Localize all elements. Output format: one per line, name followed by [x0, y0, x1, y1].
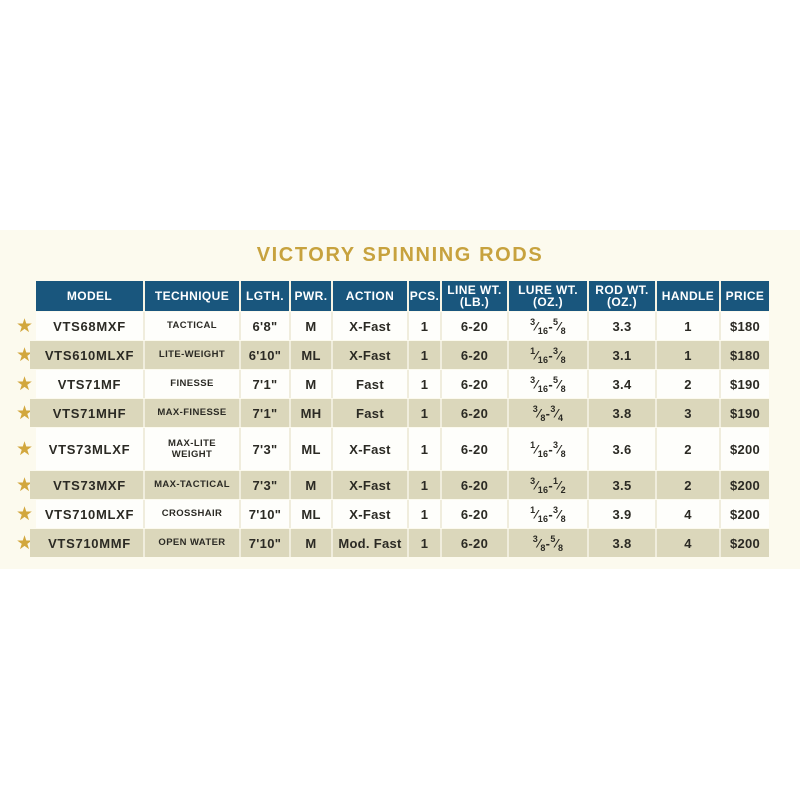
cell-lure_wt: $^3⁄_8$ - $^3⁄_4$	[509, 399, 589, 427]
cell-handle: 1	[657, 341, 721, 369]
cell-lgth: 6'10"	[241, 341, 291, 369]
table-row-line	[15, 500, 769, 528]
cell-action: Fast	[333, 399, 409, 427]
cell-model: VTS710MMF	[36, 529, 145, 557]
table-row-line	[15, 341, 769, 369]
header-label: PWR.	[294, 288, 328, 303]
star-cell	[15, 399, 36, 427]
cell-pcs: 1	[409, 529, 442, 557]
fraction: $^3⁄_8$	[552, 440, 566, 460]
cell-rod_wt: 3.3	[589, 312, 657, 340]
star-column-spacer	[15, 281, 36, 311]
star-icon: ★	[16, 438, 34, 460]
header-label: MODEL	[66, 288, 113, 303]
table-row-line	[15, 370, 769, 398]
cell-pcs: 1	[409, 370, 442, 398]
cell-technique: FINESSE	[145, 370, 241, 398]
cell-price: $200	[729, 535, 761, 551]
header-cell-lure_wt	[509, 281, 589, 311]
table-row-line	[15, 428, 769, 470]
table-row	[36, 312, 769, 340]
star-cell	[15, 312, 36, 340]
star-icon: ★	[16, 532, 34, 554]
cell-lure_wt: $^3⁄_{16}$ - $^5⁄_8$	[509, 312, 589, 340]
cell-technique: MAX-FINESSE	[145, 399, 241, 427]
star-cell	[15, 370, 36, 398]
table-row-line	[15, 312, 769, 340]
cell-model: VTS73MXF	[36, 471, 145, 499]
cell-price: $180	[729, 318, 761, 334]
cell-rod_wt: 3.6	[589, 428, 657, 470]
table-row	[36, 370, 769, 398]
cell-rod_wt: 3.5	[589, 471, 657, 499]
header-sublabel: (LB.)	[459, 295, 490, 309]
cell-handle: 1	[657, 312, 721, 340]
table-row	[36, 428, 769, 470]
header-label: LINE WT.	[447, 282, 502, 297]
cell-action: Fast	[333, 370, 409, 398]
header-sublabel: (OZ.)	[607, 295, 637, 309]
cell-pcs: 1	[409, 428, 442, 470]
cell-lure_wt: $^3⁄_{16}$ - $^5⁄_8$	[509, 370, 589, 398]
table-header-row	[36, 281, 769, 311]
cell-technique: CROSSHAIR	[145, 500, 241, 528]
spec-panel	[0, 230, 800, 569]
fraction: $^3⁄_{16}$	[530, 476, 549, 496]
fraction: $^5⁄_8$	[550, 534, 564, 554]
table-title: VICTORY SPINNING RODS	[256, 244, 544, 266]
star-icon: ★	[16, 503, 34, 525]
cell-lgth: 6'8"	[241, 312, 291, 340]
cell-handle: 3	[657, 399, 721, 427]
cell-line_wt: 6-20	[442, 471, 509, 499]
table-row-line	[15, 529, 769, 557]
cell-pcs: 1	[409, 500, 442, 528]
cell-lure_wt: $^3⁄_8$ - $^5⁄_8$	[509, 529, 589, 557]
header-cell-lgth	[241, 281, 291, 311]
star-icon: ★	[16, 474, 34, 496]
header-cell-rod_wt	[589, 281, 657, 311]
header-cell-handle	[657, 281, 721, 311]
cell-pcs: 1	[409, 312, 442, 340]
cell-lure_wt: $^1⁄_{16}$ - $^3⁄_8$	[509, 341, 589, 369]
star-icon: ★	[16, 344, 34, 366]
cell-line_wt: 6-20	[442, 370, 509, 398]
header-label: PCS.	[409, 288, 440, 303]
cell-pwr: ML	[291, 428, 333, 470]
header-cell-model	[36, 281, 145, 311]
cell-lure_wt: $^1⁄_{16}$ - $^3⁄_8$	[509, 500, 589, 528]
fraction: $^1⁄_{16}$	[530, 440, 549, 460]
cell-handle: 4	[657, 529, 721, 557]
cell-pwr: M	[291, 370, 333, 398]
cell-model: VTS68MXF	[36, 312, 145, 340]
cell-handle: 2	[657, 428, 721, 470]
cell-line_wt: 6-20	[442, 312, 509, 340]
cell-lure_wt: $^3⁄_{16}$ - $^1⁄_2$	[509, 471, 589, 499]
header-label: ACTION	[345, 288, 395, 303]
table-row-line	[15, 399, 769, 427]
cell-action: X-Fast	[333, 341, 409, 369]
fraction: $^1⁄_{16}$	[530, 505, 549, 525]
cell-price: $180	[729, 347, 761, 363]
fraction: $^5⁄_8$	[552, 375, 566, 395]
cell-price: $200	[729, 441, 761, 457]
cell-rod_wt: 3.4	[589, 370, 657, 398]
header-label: PRICE	[725, 288, 765, 303]
star-cell	[15, 428, 36, 470]
cell-action: X-Fast	[333, 471, 409, 499]
table-row	[36, 341, 769, 369]
cell-rod_wt: 3.8	[589, 529, 657, 557]
star-cell	[15, 500, 36, 528]
header-cell-price	[721, 281, 769, 311]
fraction: $^3⁄_4$	[550, 404, 564, 424]
cell-technique: MAX-TACTICAL	[145, 471, 241, 499]
table-row	[36, 500, 769, 528]
cell-rod_wt: 3.9	[589, 500, 657, 528]
cell-line_wt: 6-20	[442, 529, 509, 557]
header-label: LURE WT.	[518, 282, 578, 297]
cell-lure_wt: $^1⁄_{16}$ - $^3⁄_8$	[509, 428, 589, 470]
header-cell-action	[333, 281, 409, 311]
fraction: $^3⁄_8$	[532, 534, 546, 554]
fraction: $^1⁄_{16}$	[530, 346, 549, 366]
cell-price: $190	[729, 405, 761, 421]
header-label: TECHNIQUE	[154, 288, 230, 303]
cell-pwr: ML	[291, 341, 333, 369]
cell-pcs: 1	[409, 471, 442, 499]
cell-pcs: 1	[409, 399, 442, 427]
cell-pcs: 1	[409, 341, 442, 369]
cell-handle: 4	[657, 500, 721, 528]
cell-rod_wt: 3.8	[589, 399, 657, 427]
cell-line_wt: 6-20	[442, 500, 509, 528]
cell-pwr: ML	[291, 500, 333, 528]
cell-model: VTS710MLXF	[36, 500, 145, 528]
table-row	[36, 399, 769, 427]
table-body	[15, 312, 769, 557]
cell-price: $200	[729, 506, 761, 522]
star-icon: ★	[16, 373, 34, 395]
cell-action: Mod. Fast	[333, 529, 409, 557]
header-label: ROD WT.	[595, 282, 649, 297]
cell-line_wt: 6-20	[442, 341, 509, 369]
header-label: LGTH.	[246, 288, 284, 303]
spec-table	[15, 281, 769, 558]
fraction: $^3⁄_8$	[552, 505, 566, 525]
cell-lgth: 7'10"	[241, 500, 291, 528]
cell-pwr: M	[291, 529, 333, 557]
cell-model: VTS71MF	[36, 370, 145, 398]
table-row	[36, 471, 769, 499]
header-cell-technique	[145, 281, 241, 311]
cell-action: X-Fast	[333, 428, 409, 470]
cell-price: $200	[729, 477, 761, 493]
fraction: $^3⁄_{16}$	[530, 317, 549, 337]
cell-lgth: 7'3"	[241, 428, 291, 470]
cell-line_wt: 6-20	[442, 399, 509, 427]
table-row	[36, 529, 769, 557]
cell-lgth: 7'1"	[241, 399, 291, 427]
cell-rod_wt: 3.1	[589, 341, 657, 369]
cell-price: $190	[729, 376, 761, 392]
cell-technique: MAX-LITE WEIGHT	[145, 428, 241, 470]
cell-action: X-Fast	[333, 500, 409, 528]
cell-model: VTS71MHF	[36, 399, 145, 427]
cell-handle: 2	[657, 471, 721, 499]
cell-technique: TACTICAL	[145, 312, 241, 340]
cell-pwr: M	[291, 312, 333, 340]
cell-pwr: M	[291, 471, 333, 499]
header-cell-pwr	[291, 281, 333, 311]
fraction: $^5⁄_8$	[552, 317, 566, 337]
fraction: $^3⁄_{16}$	[530, 375, 549, 395]
cell-line_wt: 6-20	[442, 428, 509, 470]
header-sublabel: (OZ.)	[533, 295, 563, 309]
cell-model: VTS610MLXF	[36, 341, 145, 369]
header-cell-line_wt	[442, 281, 509, 311]
fraction: $^3⁄_8$	[532, 404, 546, 424]
star-cell	[15, 471, 36, 499]
cell-action: X-Fast	[333, 312, 409, 340]
header-label: HANDLE	[661, 288, 715, 303]
fraction: $^3⁄_8$	[552, 346, 566, 366]
cell-lgth: 7'1"	[241, 370, 291, 398]
star-icon: ★	[16, 315, 34, 337]
cell-technique: LITE-WEIGHT	[145, 341, 241, 369]
star-icon: ★	[16, 402, 34, 424]
star-cell	[15, 529, 36, 557]
cell-handle: 2	[657, 370, 721, 398]
cell-technique: OPEN WATER	[145, 529, 241, 557]
fraction: $^1⁄_2$	[552, 476, 566, 496]
table-row-line	[15, 471, 769, 499]
cell-lgth: 7'3"	[241, 471, 291, 499]
cell-model: VTS73MLXF	[36, 428, 145, 470]
header-cell-pcs	[409, 281, 442, 311]
cell-lgth: 7'10"	[241, 529, 291, 557]
cell-pwr: MH	[291, 399, 333, 427]
star-cell	[15, 341, 36, 369]
table-header-line	[15, 281, 769, 311]
